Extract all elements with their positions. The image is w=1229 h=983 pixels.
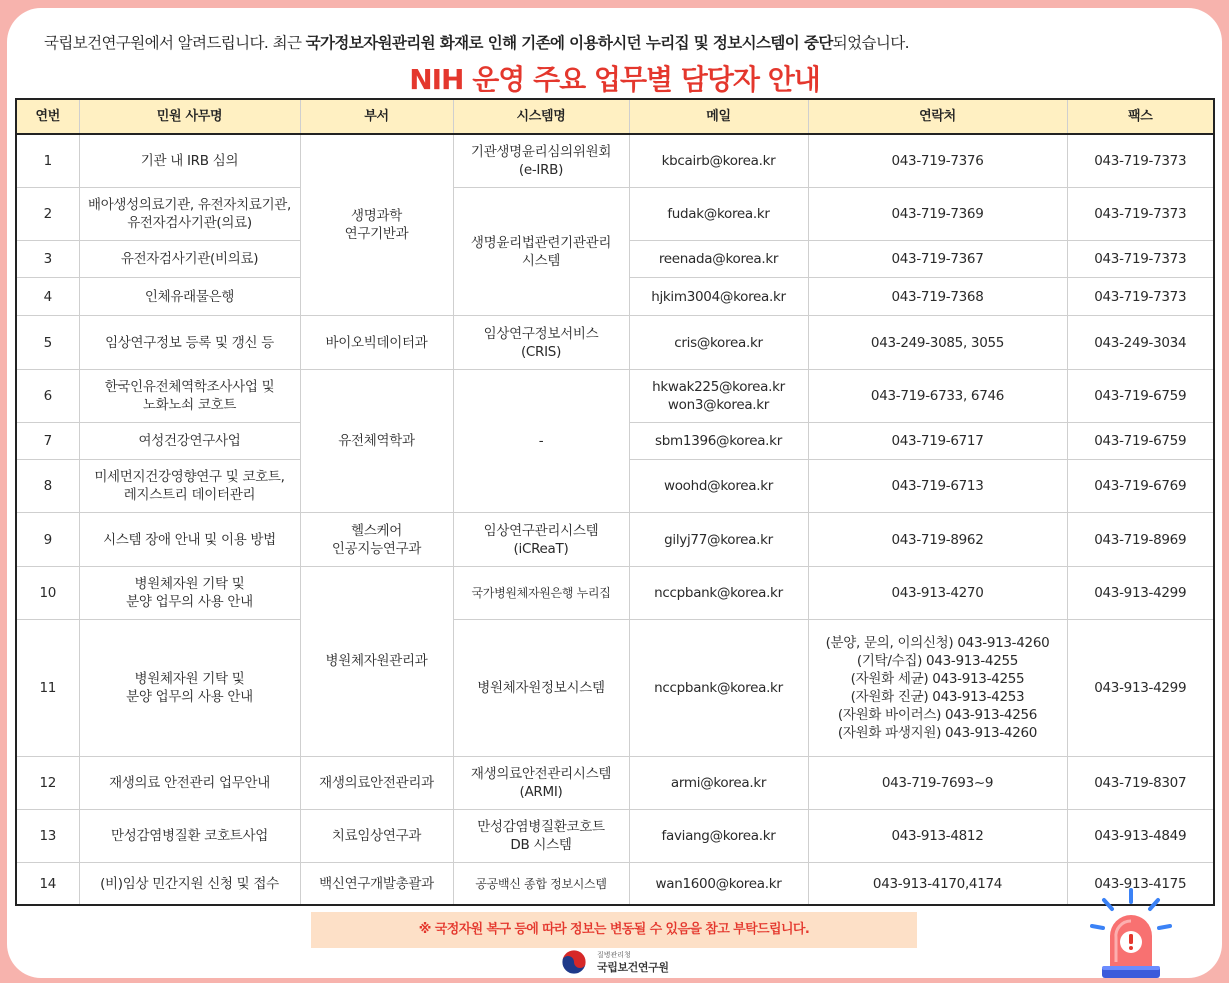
cell-email: reenada@korea.kr — [629, 241, 808, 278]
cell-system: 공공백신 종합 정보시스템 — [453, 863, 629, 905]
cell-task: 기관 내 IRB 심의 — [79, 134, 300, 187]
table-row — [16, 863, 1214, 905]
cell-fax: 043-719-8307 — [1067, 756, 1214, 809]
header-fax: 팩스 — [1067, 99, 1214, 134]
cell-email: hjkim3004@korea.kr — [629, 278, 808, 316]
cell-email: gilyj77@korea.kr — [629, 513, 808, 566]
cell-email: sbm1396@korea.kr — [629, 422, 808, 459]
header-task: 민원 사무명 — [79, 99, 300, 134]
cell-system: 재생의료안전관리시스템 (ARMI) — [453, 756, 629, 809]
cell-email: hkwak225@korea.kr won3@korea.kr — [629, 369, 808, 422]
header-phone: 연락처 — [808, 99, 1067, 134]
cell-dept: 백신연구개발총괄과 — [300, 863, 453, 905]
cell-fax: 043-719-6759 — [1067, 422, 1214, 459]
cell-dept: 생명과학 연구기반과 — [300, 134, 453, 316]
table-row — [16, 134, 1214, 187]
cell-no: 6 — [16, 369, 79, 422]
cell-no: 2 — [16, 187, 79, 240]
header-system: 시스템명 — [453, 99, 629, 134]
cell-fax: 043-719-7373 — [1067, 187, 1214, 240]
cell-task: 한국인유전체역학조사사업 및 노화노쇠 코호트 — [79, 369, 300, 422]
cell-phone: 043-719-6713 — [808, 460, 1067, 513]
cell-fax: 043-719-6759 — [1067, 369, 1214, 422]
cell-email: nccpbank@korea.kr — [629, 566, 808, 619]
cell-dept: 병원체자원관리과 — [300, 566, 453, 756]
cell-email: kbcairb@korea.kr — [629, 134, 808, 187]
table-row — [16, 809, 1214, 862]
cell-no: 1 — [16, 134, 79, 187]
cell-no: 5 — [16, 316, 79, 369]
footer-note: ※ 국정자원 복구 등에 따라 정보는 변동될 수 있음을 참고 부탁드립니다. — [311, 912, 917, 948]
cell-task: 여성건강연구사업 — [79, 422, 300, 459]
notice-part1: 국립보건연구원에서 알려드립니다. 최근 — [44, 34, 306, 52]
cell-fax: 043-719-8969 — [1067, 513, 1214, 566]
cell-fax: 043-719-7373 — [1067, 134, 1214, 187]
cell-email: woohd@korea.kr — [629, 460, 808, 513]
cell-fax: 043-719-6769 — [1067, 460, 1214, 513]
cell-task: 병원체자원 기탁 및 분양 업무의 사용 안내 — [79, 566, 300, 619]
table-row — [16, 316, 1214, 369]
table-row — [16, 369, 1214, 422]
cell-system: 임상연구정보서비스 (CRIS) — [453, 316, 629, 369]
cell-no: 14 — [16, 863, 79, 905]
cell-phone: 043-913-4270 — [808, 566, 1067, 619]
cell-no: 9 — [16, 513, 79, 566]
notice-part2: 되었습니다. — [832, 34, 909, 52]
cell-phone: 043-719-6717 — [808, 422, 1067, 459]
cell-no: 3 — [16, 241, 79, 278]
cell-no: 12 — [16, 756, 79, 809]
header-email: 메일 — [629, 99, 808, 134]
cell-system: 생명윤리법관련기관관리 시스템 — [453, 187, 629, 316]
cell-phone: 043-913-4170,4174 — [808, 863, 1067, 905]
cell-task: 만성감염병질환 코호트사업 — [79, 809, 300, 862]
notice-bold: 국가정보자원관리원 화재로 인해 기존에 이용하시던 누리집 및 정보시스템이 중단 — [305, 34, 833, 52]
cell-fax: 043-913-4299 — [1067, 566, 1214, 619]
cell-phone: 043-719-7367 — [808, 241, 1067, 278]
cell-email: armi@korea.kr — [629, 756, 808, 809]
cell-dept: 치료임상연구과 — [300, 809, 453, 862]
cell-task: 유전자검사기관(비의료) — [79, 241, 300, 278]
cell-dept: 유전체역학과 — [300, 369, 453, 513]
cell-dept: 재생의료안전관리과 — [300, 756, 453, 809]
cell-phone: 043-719-6733, 6746 — [808, 369, 1067, 422]
cell-dept: 헬스케어 인공지능연구과 — [300, 513, 453, 566]
cell-no: 10 — [16, 566, 79, 619]
cell-fax: 043-913-4849 — [1067, 809, 1214, 862]
cell-task: 병원체자원 기탁 및 분양 업무의 사용 안내 — [79, 619, 300, 756]
cell-phone: 043-719-7376 — [808, 134, 1067, 187]
cell-phone: 043-913-4812 — [808, 809, 1067, 862]
table-row — [16, 513, 1214, 566]
cell-system: - — [453, 369, 629, 513]
notice-text — [44, 31, 1194, 53]
cell-dept: 바이오빅데이터과 — [300, 316, 453, 369]
cell-fax: 043-719-7373 — [1067, 241, 1214, 278]
cell-system: 만성감염병질환코호트 DB 시스템 — [453, 809, 629, 862]
taegeuk-logo-icon — [561, 949, 587, 975]
cell-no: 7 — [16, 422, 79, 459]
logo-ministry: 질병관리청 — [597, 951, 631, 959]
cell-task: 재생의료 안전관리 업무안내 — [79, 756, 300, 809]
table-row — [16, 566, 1214, 619]
table-row — [16, 756, 1214, 809]
contact-table — [15, 98, 1215, 906]
cell-system: 국가병원체자원은행 누리집 — [453, 566, 629, 619]
cell-no: 8 — [16, 460, 79, 513]
page-title: NIH 운영 주요 업무별 담당자 안내 — [409, 63, 820, 96]
cell-phone: 043-719-7369 — [808, 187, 1067, 240]
cell-phone: 043-719-7693~9 — [808, 756, 1067, 809]
cell-system: 기관생명윤리심의위원회 (e-IRB) — [453, 134, 629, 187]
alert-siren-icon — [1088, 888, 1174, 983]
cell-email: nccpbank@korea.kr — [629, 619, 808, 756]
cell-phone: 043-719-7368 — [808, 278, 1067, 316]
cell-task: 인체유래물은행 — [79, 278, 300, 316]
table-header-row — [16, 99, 1214, 134]
cell-fax: 043-913-4175 — [1067, 863, 1214, 905]
cell-fax: 043-719-7373 — [1067, 278, 1214, 316]
cell-phone: 043-249-3085, 3055 — [808, 316, 1067, 369]
cell-task: 미세먼지건강영향연구 및 코호트, 레지스트리 데이터관리 — [79, 460, 300, 513]
cell-no: 4 — [16, 278, 79, 316]
cell-task: 배아생성의료기관, 유전자치료기관, 유전자검사기관(의료) — [79, 187, 300, 240]
cell-fax: 043-249-3034 — [1067, 316, 1214, 369]
cell-email: wan1600@korea.kr — [629, 863, 808, 905]
cell-fax: 043-913-4299 — [1067, 619, 1214, 756]
cell-no: 13 — [16, 809, 79, 862]
cell-system: 임상연구관리시스템 (iCReaT) — [453, 513, 629, 566]
cell-email: cris@korea.kr — [629, 316, 808, 369]
cell-email: fudak@korea.kr — [629, 187, 808, 240]
cell-task: (비)임상 민간지원 신청 및 접수 — [79, 863, 300, 905]
cell-phone: (분양, 문의, 이의신청) 043-913-4260 (기탁/수집) 043-913-4255 (자원화 세균) 043-913-4255 (자원화 진균) 043-913-4253 (자원화 바이러스) 043-913-4256 (자원화 파생지원) 043-913-4260 — [808, 619, 1067, 756]
table-row — [16, 619, 1214, 756]
cell-email: faviang@korea.kr — [629, 809, 808, 862]
logo-name: 국립보건연구원 — [597, 961, 669, 974]
cell-task: 시스템 장애 안내 및 이용 방법 — [79, 513, 300, 566]
table-row — [16, 187, 1214, 240]
cell-task: 임상연구정보 등록 및 갱신 등 — [79, 316, 300, 369]
header-dept: 부서 — [300, 99, 453, 134]
cell-phone: 043-719-8962 — [808, 513, 1067, 566]
header-no: 연번 — [16, 99, 79, 134]
cell-system: 병원체자원정보시스템 — [453, 619, 629, 756]
cell-no: 11 — [16, 619, 79, 756]
